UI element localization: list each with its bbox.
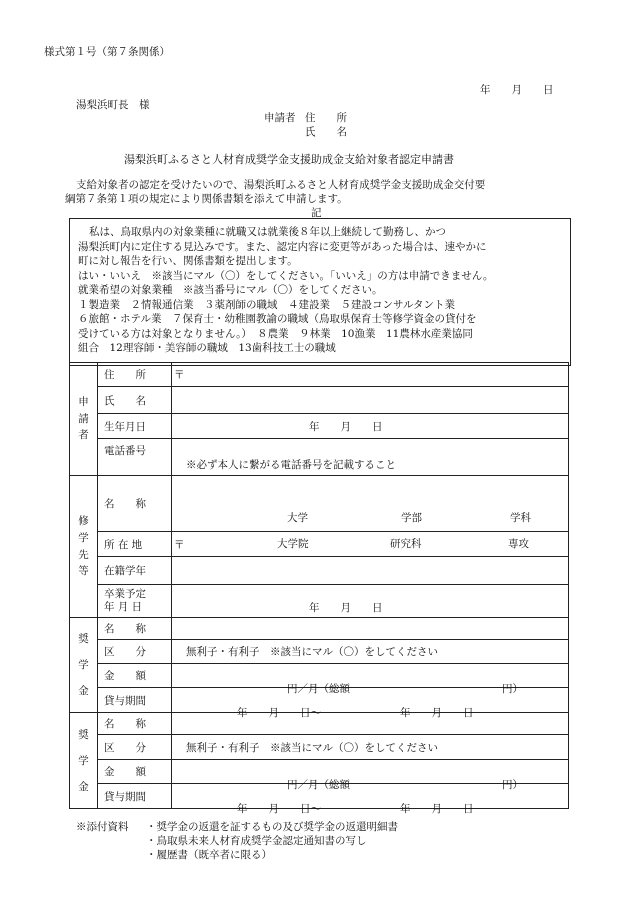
applicant-address-label: 住 所 bbox=[305, 112, 347, 124]
attachments-label: ※添付資料 bbox=[76, 821, 129, 833]
industry-options-1[interactable]: １製造業 ２情報通信業 ３薬剤師の職域 ４建設業 ５建設コンサルタント業 bbox=[78, 298, 456, 311]
scholarship-2-amount-label: 金 額 bbox=[98, 760, 172, 784]
major-label: 専攻 bbox=[508, 537, 529, 550]
ki-label: 記 bbox=[311, 207, 322, 219]
scholarship-1-section-label: 奨 学 金 bbox=[70, 618, 98, 713]
addressee: 湯梨浜町長 様 bbox=[76, 99, 150, 111]
school-location-field[interactable]: 〒 bbox=[172, 532, 569, 557]
declaration-box bbox=[69, 218, 571, 366]
scholarship-2-amount-field[interactable]: 円／月（総額 円） bbox=[172, 760, 569, 784]
scholarship-2-category-field[interactable]: 無利子・有利子 ※該当にマル（〇）をしてください bbox=[172, 735, 569, 760]
graduation-date-field[interactable]: 年 月 日 bbox=[172, 585, 569, 618]
page-title: 湯梨浜町ふるさと人材育成奨学金支援助成金支給対象者認定申請書 bbox=[124, 153, 454, 166]
yes-no-choice[interactable]: はい・いいえ ※該当にマル（〇）をしてください。「いいえ」の方は申請できません。 bbox=[78, 269, 494, 282]
graduation-date-label: 卒業予定 年 月 日 bbox=[98, 585, 172, 618]
scholarship-1-name-field[interactable] bbox=[172, 618, 569, 640]
declaration-line-3: 町に対し報告を行い、関係書類を提出します。 bbox=[78, 255, 298, 267]
applicant-label: 申請者 bbox=[264, 112, 296, 124]
applicant-name-label: 氏 名 bbox=[305, 126, 347, 138]
scholarship-1-period-label: 貸与期間 bbox=[98, 688, 172, 713]
scholarship-2-name-label: 名 称 bbox=[98, 713, 172, 735]
industry-heading: 就業希望の対象業種 ※該当番号にマル（〇）をしてください。 bbox=[78, 284, 383, 296]
scholarship-2-name-field[interactable] bbox=[172, 713, 569, 735]
school-name-label: 名 称 bbox=[98, 476, 172, 532]
applicant-name-cell-label: 氏 名 bbox=[98, 387, 172, 414]
intro-line-1: 支給対象者の認定を受けたいので、湯梨浜町ふるさと人材育成奨学金支援助成金交付要 bbox=[76, 179, 486, 191]
grade-label: 在籍学年 bbox=[98, 557, 172, 585]
department-label: 学科 bbox=[510, 511, 531, 524]
applicant-name-field[interactable] bbox=[172, 387, 569, 414]
scholarship-2-category-label: 区 分 bbox=[98, 735, 172, 760]
graduate-school-label: 大学院 bbox=[277, 537, 309, 550]
grade-field[interactable] bbox=[172, 557, 569, 585]
scholarship-1-amount-label: 金 額 bbox=[98, 664, 172, 688]
university-label: 大学 bbox=[287, 511, 308, 524]
scholarship-1-category-label: 区 分 bbox=[98, 640, 172, 664]
scholarship-1-category-field[interactable]: 無利子・有利子 ※該当にマル（〇）をしてください bbox=[172, 640, 569, 664]
scholarship-1-amount-field[interactable]: 円／月（総額 円） bbox=[172, 664, 569, 688]
date-line: 年 月 日 bbox=[480, 84, 554, 96]
scholarship-1-name-label: 名 称 bbox=[98, 618, 172, 640]
declaration-line-1: 私は、鳥取県内の対象業種に就職又は就業後８年以上継続して勤務し、かつ bbox=[89, 226, 446, 238]
birthdate-label: 生年月日 bbox=[98, 414, 172, 439]
attachment-item-2: ・鳥取県未来人材育成奨学金認定通知書の写し bbox=[146, 835, 367, 847]
faculty-label: 学部 bbox=[401, 511, 422, 524]
form-number: 様式第１号（第７条関係） bbox=[44, 46, 170, 58]
applicant-address-field[interactable]: 〒 bbox=[172, 363, 569, 387]
industry-options-2[interactable]: ６旅館・ホテル業 ７保育士・幼稚園教諭の職域（鳥取県保育士等修学資金の貸付を bbox=[78, 313, 477, 325]
phone-field[interactable] bbox=[172, 439, 569, 476]
applicant-section-label: 申 請 者 bbox=[70, 363, 98, 476]
attachment-item-3: ・履歴書（既卒者に限る） bbox=[146, 849, 272, 861]
scholarship-2-period-label: 貸与期間 bbox=[98, 784, 172, 809]
application-form-table bbox=[69, 362, 569, 815]
applicant-address-cell-label: 住 所 bbox=[98, 363, 172, 387]
intro-line-2: 綱第７条第１項の規定により関係書類を添えて申請します。 bbox=[65, 193, 348, 205]
school-location-label: 所 在 地 bbox=[98, 532, 172, 557]
industry-options-4[interactable]: 組合 12理容師・美容師の職域 13歯科技工士の職域 bbox=[78, 342, 336, 354]
scholarship-2-period-field[interactable]: 年 月 日～ 年 月 日 bbox=[172, 784, 569, 809]
birthdate-field[interactable]: 年 月 日 bbox=[172, 414, 569, 439]
declaration-line-2: 湯梨浜町内に定住する見込みです。また、認定内容に変更等があった場合は、速やかに bbox=[78, 240, 487, 253]
school-name-field[interactable] bbox=[172, 476, 569, 550]
scholarship-1-period-field[interactable]: 年 月 日～ 年 月 日 bbox=[172, 688, 569, 713]
scholarship-2-section-label: 奨 学 金 bbox=[70, 713, 98, 809]
school-section-label: 修 学 先 等 bbox=[70, 476, 98, 618]
phone-label: 電話番号 bbox=[98, 439, 172, 476]
phone-note: ※必ず本人に繋がる電話番号を記載すること bbox=[186, 459, 396, 471]
research-course-label: 研究科 bbox=[390, 537, 422, 550]
attachment-item-1: ・奨学金の返還を証するもの及び奨学金の返還明細書 bbox=[146, 821, 398, 833]
industry-options-3[interactable]: 受けている方は対象となりません。） ８農業 ９林業 10漁業 11農林水産業協同 bbox=[78, 327, 473, 340]
